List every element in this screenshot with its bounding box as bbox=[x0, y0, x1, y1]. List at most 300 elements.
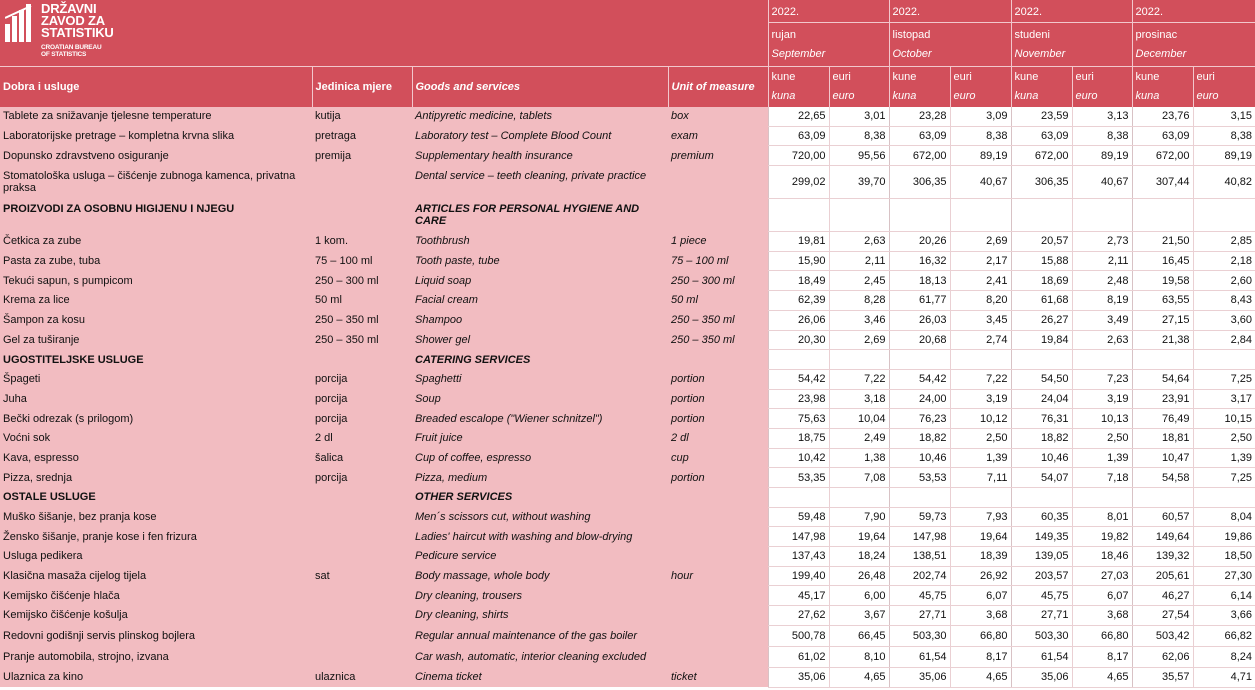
col-header-unit-hr: Jedinica mjere bbox=[312, 67, 412, 107]
unit-en: 2 dl bbox=[668, 428, 768, 448]
cur-kune: kune kuna bbox=[768, 67, 829, 107]
item-name-en: Cinema ticket bbox=[412, 667, 668, 687]
item-name-en: Supplementary health insurance bbox=[412, 146, 668, 166]
price-euri: 40,82 bbox=[1193, 166, 1255, 199]
price-kune bbox=[889, 199, 950, 232]
price-euri: 19,64 bbox=[950, 527, 1011, 547]
price-kune bbox=[1011, 350, 1072, 370]
item-name-hr: Krema za lice bbox=[0, 291, 312, 311]
unit-hr: 75 – 100 ml bbox=[312, 251, 412, 271]
unit-en bbox=[668, 199, 768, 232]
price-kune: 54,58 bbox=[1132, 468, 1193, 488]
price-euri: 7,22 bbox=[829, 369, 889, 389]
table-row bbox=[0, 468, 1255, 488]
logo-line4: CROATIAN BUREAU bbox=[41, 44, 102, 51]
price-euri: 7,11 bbox=[950, 468, 1011, 488]
price-euri: 66,82 bbox=[1193, 625, 1255, 646]
price-kune: 23,59 bbox=[1011, 107, 1072, 127]
price-kune: 23,98 bbox=[768, 389, 829, 409]
price-kune: 18,82 bbox=[889, 428, 950, 448]
price-kune: 21,50 bbox=[1132, 232, 1193, 252]
item-name-en: Pedicure service bbox=[412, 547, 668, 567]
item-name-en: Pizza, medium bbox=[412, 468, 668, 488]
cur-kune: kune kuna bbox=[1011, 67, 1072, 107]
price-kune: 54,64 bbox=[1132, 369, 1193, 389]
price-euri: 19,64 bbox=[829, 527, 889, 547]
cur-euri: euri euro bbox=[1193, 67, 1255, 107]
price-euri: 2,50 bbox=[1072, 428, 1132, 448]
item-name-en: Soup bbox=[412, 389, 668, 409]
price-euri: 1,39 bbox=[1193, 448, 1255, 468]
price-euri: 7,90 bbox=[829, 507, 889, 527]
price-kune: 18,82 bbox=[1011, 428, 1072, 448]
price-euri: 7,23 bbox=[1072, 369, 1132, 389]
unit-en: cup bbox=[668, 448, 768, 468]
item-name-en: Dry cleaning, trousers bbox=[412, 586, 668, 606]
price-kune: 63,55 bbox=[1132, 291, 1193, 311]
price-kune: 24,04 bbox=[1011, 389, 1072, 409]
item-name-en: Body massage, whole body bbox=[412, 566, 668, 586]
price-euri: 2,49 bbox=[829, 428, 889, 448]
price-kune: 60,57 bbox=[1132, 507, 1193, 527]
price-euri: 2,69 bbox=[950, 232, 1011, 252]
table-row bbox=[0, 271, 1255, 291]
price-euri: 3,68 bbox=[1072, 606, 1132, 626]
unit-en bbox=[668, 488, 768, 508]
price-kune: 139,05 bbox=[1011, 547, 1072, 567]
price-euri: 4,65 bbox=[950, 667, 1011, 687]
price-kune: 53,35 bbox=[768, 468, 829, 488]
price-kune: 63,09 bbox=[1011, 126, 1072, 146]
item-name-hr: Bečki odrezak (s prilogom) bbox=[0, 409, 312, 429]
dzs-logo bbox=[3, 0, 765, 66]
unit-hr: porcija bbox=[312, 389, 412, 409]
price-euri bbox=[950, 199, 1011, 232]
price-euri: 2,85 bbox=[1193, 232, 1255, 252]
price-euri: 2,63 bbox=[829, 232, 889, 252]
price-kune: 149,64 bbox=[1132, 527, 1193, 547]
price-euri: 3,15 bbox=[1193, 107, 1255, 127]
price-kune: 26,27 bbox=[1011, 310, 1072, 330]
table-row bbox=[0, 667, 1255, 687]
price-kune: 59,48 bbox=[768, 507, 829, 527]
price-euri: 6,07 bbox=[950, 586, 1011, 606]
logo-line5: OF STATISTICS bbox=[41, 51, 87, 58]
price-kune bbox=[768, 199, 829, 232]
unit-hr bbox=[312, 625, 412, 646]
price-kune: 18,13 bbox=[889, 271, 950, 291]
price-euri: 18,39 bbox=[950, 547, 1011, 567]
price-kune: 27,62 bbox=[768, 606, 829, 626]
table-row bbox=[0, 146, 1255, 166]
price-kune: 54,42 bbox=[889, 369, 950, 389]
section-title-hr: UGOSTITELJSKE USLUGE bbox=[0, 350, 312, 370]
price-euri: 8,10 bbox=[829, 646, 889, 667]
unit-en bbox=[668, 527, 768, 547]
item-name-en: Fruit juice bbox=[412, 428, 668, 448]
price-kune: 27,54 bbox=[1132, 606, 1193, 626]
price-euri bbox=[1193, 488, 1255, 508]
price-euri: 89,19 bbox=[950, 146, 1011, 166]
price-euri: 2,11 bbox=[829, 251, 889, 271]
price-kune: 10,46 bbox=[1011, 448, 1072, 468]
price-euri: 8,04 bbox=[1193, 507, 1255, 527]
price-kune: 10,42 bbox=[768, 448, 829, 468]
price-euri bbox=[950, 488, 1011, 508]
month-m1: listopad October bbox=[889, 22, 1011, 67]
table-row bbox=[0, 606, 1255, 626]
price-kune: 16,45 bbox=[1132, 251, 1193, 271]
price-euri: 10,04 bbox=[829, 409, 889, 429]
price-euri: 3,66 bbox=[1193, 606, 1255, 626]
unit-en: box bbox=[668, 107, 768, 127]
item-name-hr: Pasta za zube, tuba bbox=[0, 251, 312, 271]
price-euri: 3,67 bbox=[829, 606, 889, 626]
item-name-en: Toothbrush bbox=[412, 232, 668, 252]
unit-hr: sat bbox=[312, 566, 412, 586]
price-euri: 2,74 bbox=[950, 330, 1011, 350]
item-name-hr: Muško šišanje, bez pranja kose bbox=[0, 507, 312, 527]
price-kune: 62,06 bbox=[1132, 646, 1193, 667]
table-row bbox=[0, 232, 1255, 252]
item-name-hr: Tekući sapun, s pumpicom bbox=[0, 271, 312, 291]
unit-en: portion bbox=[668, 369, 768, 389]
unit-hr: kutija bbox=[312, 107, 412, 127]
price-kune: 147,98 bbox=[768, 527, 829, 547]
price-euri: 6,07 bbox=[1072, 586, 1132, 606]
price-kune: 60,35 bbox=[1011, 507, 1072, 527]
price-kune: 45,75 bbox=[1011, 586, 1072, 606]
price-kune bbox=[889, 488, 950, 508]
price-kune: 672,00 bbox=[1132, 146, 1193, 166]
price-kune: 149,35 bbox=[1011, 527, 1072, 547]
cur-kune: kune kuna bbox=[1132, 67, 1193, 107]
price-euri: 8,24 bbox=[1193, 646, 1255, 667]
price-euri: 2,45 bbox=[829, 271, 889, 291]
price-kune: 503,42 bbox=[1132, 625, 1193, 646]
price-kune: 35,06 bbox=[1011, 667, 1072, 687]
table-row bbox=[0, 330, 1255, 350]
price-kune bbox=[768, 350, 829, 370]
section-row bbox=[0, 199, 1255, 232]
item-name-en: Shower gel bbox=[412, 330, 668, 350]
col-header-goods-hr: Dobra i usluge bbox=[0, 67, 312, 107]
unit-en: 250 – 300 ml bbox=[668, 271, 768, 291]
price-euri: 2,84 bbox=[1193, 330, 1255, 350]
price-euri: 1,39 bbox=[1072, 448, 1132, 468]
section-title-hr: PROIZVODI ZA OSOBNU HIGIJENU I NJEGU bbox=[0, 199, 312, 232]
price-kune: 27,15 bbox=[1132, 310, 1193, 330]
price-kune: 720,00 bbox=[768, 146, 829, 166]
price-euri: 8,17 bbox=[1072, 646, 1132, 667]
price-kune bbox=[889, 350, 950, 370]
price-euri bbox=[1072, 350, 1132, 370]
price-euri: 40,67 bbox=[1072, 166, 1132, 199]
item-name-hr: Kemijsko čišćenje košulja bbox=[0, 606, 312, 626]
table-row bbox=[0, 566, 1255, 586]
table-row bbox=[0, 448, 1255, 468]
item-name-hr: Redovni godišnji servis plinskog bojlera bbox=[0, 625, 312, 646]
price-kune: 61,54 bbox=[1011, 646, 1072, 667]
item-name-en: Laboratory test – Complete Blood Count bbox=[412, 126, 668, 146]
table-row bbox=[0, 547, 1255, 567]
price-euri: 89,19 bbox=[1193, 146, 1255, 166]
price-kune: 16,32 bbox=[889, 251, 950, 271]
item-name-hr: Voćni sok bbox=[0, 428, 312, 448]
unit-en bbox=[668, 547, 768, 567]
unit-hr: pretraga bbox=[312, 126, 412, 146]
table-row bbox=[0, 107, 1255, 127]
item-name-en: Breaded escalope ("Wiener schnitzel") bbox=[412, 409, 668, 429]
price-kune: 672,00 bbox=[889, 146, 950, 166]
price-euri bbox=[950, 350, 1011, 370]
item-name-en: Car wash, automatic, interior cleaning excluded bbox=[412, 646, 668, 667]
price-kune: 147,98 bbox=[889, 527, 950, 547]
price-kune: 23,76 bbox=[1132, 107, 1193, 127]
price-euri: 3,68 bbox=[950, 606, 1011, 626]
table-row bbox=[0, 646, 1255, 667]
table-row bbox=[0, 389, 1255, 409]
unit-hr: šalica bbox=[312, 448, 412, 468]
cur-euri: euri euro bbox=[1072, 67, 1132, 107]
price-euri bbox=[1193, 350, 1255, 370]
price-euri: 1,38 bbox=[829, 448, 889, 468]
unit-hr: 2 dl bbox=[312, 428, 412, 448]
price-euri: 7,93 bbox=[950, 507, 1011, 527]
unit-hr bbox=[312, 350, 412, 370]
price-kune: 138,51 bbox=[889, 547, 950, 567]
price-kune: 54,50 bbox=[1011, 369, 1072, 389]
unit-en: 50 ml bbox=[668, 291, 768, 311]
price-euri: 3,13 bbox=[1072, 107, 1132, 127]
section-title-hr: OSTALE USLUGE bbox=[0, 488, 312, 508]
price-euri: 2,69 bbox=[829, 330, 889, 350]
price-kune: 27,71 bbox=[1011, 606, 1072, 626]
price-euri: 2,11 bbox=[1072, 251, 1132, 271]
unit-hr: porcija bbox=[312, 369, 412, 389]
item-name-hr: Klasična masaža cijelog tijela bbox=[0, 566, 312, 586]
price-euri: 3,45 bbox=[950, 310, 1011, 330]
price-kune: 26,06 bbox=[768, 310, 829, 330]
logo-cell bbox=[0, 0, 768, 67]
price-euri: 1,39 bbox=[950, 448, 1011, 468]
price-kune: 306,35 bbox=[1011, 166, 1072, 199]
price-kune: 21,38 bbox=[1132, 330, 1193, 350]
unit-hr bbox=[312, 199, 412, 232]
price-euri: 8,01 bbox=[1072, 507, 1132, 527]
item-name-hr: Ulaznica za kino bbox=[0, 667, 312, 687]
price-kune: 45,75 bbox=[889, 586, 950, 606]
price-kune: 20,26 bbox=[889, 232, 950, 252]
price-kune: 23,91 bbox=[1132, 389, 1193, 409]
unit-hr: 1 kom. bbox=[312, 232, 412, 252]
item-name-hr: Laboratorijske pretrage – kompletna krvna slika bbox=[0, 126, 312, 146]
item-name-en: Dental service – teeth cleaning, private practice bbox=[412, 166, 668, 199]
price-euri: 39,70 bbox=[829, 166, 889, 199]
price-euri: 3,49 bbox=[1072, 310, 1132, 330]
cur-euri: euri euro bbox=[950, 67, 1011, 107]
price-kune: 18,69 bbox=[1011, 271, 1072, 291]
item-name-hr: Juha bbox=[0, 389, 312, 409]
price-kune: 63,09 bbox=[768, 126, 829, 146]
year-m1: 2022. bbox=[889, 0, 1011, 22]
unit-hr: ulaznica bbox=[312, 667, 412, 687]
item-name-en: Liquid soap bbox=[412, 271, 668, 291]
unit-hr bbox=[312, 166, 412, 199]
item-name-hr: Kava, espresso bbox=[0, 448, 312, 468]
price-euri: 7,25 bbox=[1193, 369, 1255, 389]
logo-line3: STATISTIKU bbox=[41, 25, 114, 40]
table-row bbox=[0, 527, 1255, 547]
price-kune: 35,06 bbox=[768, 667, 829, 687]
item-name-en: Tooth paste, tube bbox=[412, 251, 668, 271]
price-euri bbox=[829, 199, 889, 232]
price-euri: 7,18 bbox=[1072, 468, 1132, 488]
unit-en: exam bbox=[668, 126, 768, 146]
month-m3: prosinac December bbox=[1132, 22, 1255, 67]
price-euri: 6,14 bbox=[1193, 586, 1255, 606]
table-row bbox=[0, 310, 1255, 330]
price-euri: 8,38 bbox=[829, 126, 889, 146]
price-euri: 4,65 bbox=[1072, 667, 1132, 687]
unit-en: 1 piece bbox=[668, 232, 768, 252]
price-kune: 10,47 bbox=[1132, 448, 1193, 468]
price-kune: 19,58 bbox=[1132, 271, 1193, 291]
item-name-hr: Usluga pedikera bbox=[0, 547, 312, 567]
price-kune: 59,73 bbox=[889, 507, 950, 527]
price-euri: 2,50 bbox=[1193, 428, 1255, 448]
price-euri: 19,82 bbox=[1072, 527, 1132, 547]
price-euri: 2,50 bbox=[950, 428, 1011, 448]
price-euri: 7,22 bbox=[950, 369, 1011, 389]
unit-en: portion bbox=[668, 468, 768, 488]
item-name-en: Facial cream bbox=[412, 291, 668, 311]
price-kune bbox=[1132, 199, 1193, 232]
cur-euri: euri euro bbox=[829, 67, 889, 107]
price-euri bbox=[1072, 199, 1132, 232]
price-kune: 15,88 bbox=[1011, 251, 1072, 271]
item-name-hr: Pizza, srednja bbox=[0, 468, 312, 488]
price-euri: 10,15 bbox=[1193, 409, 1255, 429]
price-euri: 26,48 bbox=[829, 566, 889, 586]
unit-hr: premija bbox=[312, 146, 412, 166]
unit-en bbox=[668, 646, 768, 667]
price-kune: 299,02 bbox=[768, 166, 829, 199]
price-kune: 63,09 bbox=[1132, 126, 1193, 146]
price-euri: 26,92 bbox=[950, 566, 1011, 586]
item-name-hr: Špageti bbox=[0, 369, 312, 389]
item-name-en: Shampoo bbox=[412, 310, 668, 330]
price-kune: 503,30 bbox=[1011, 625, 1072, 646]
price-kune: 45,17 bbox=[768, 586, 829, 606]
price-euri bbox=[829, 488, 889, 508]
year-m2: 2022. bbox=[1011, 0, 1132, 22]
item-name-en: Cup of coffee, espresso bbox=[412, 448, 668, 468]
table-row bbox=[0, 166, 1255, 199]
unit-hr bbox=[312, 488, 412, 508]
price-kune: 18,75 bbox=[768, 428, 829, 448]
price-euri: 89,19 bbox=[1072, 146, 1132, 166]
logo-line2: ZAVOD ZA bbox=[41, 13, 105, 28]
item-name-en: Antipyretic medicine, tablets bbox=[412, 107, 668, 127]
unit-en bbox=[668, 507, 768, 527]
item-name-hr: Stomatološka usluga – čišćenje zubnoga kamenca, privatna praksa bbox=[0, 166, 312, 199]
unit-hr: porcija bbox=[312, 468, 412, 488]
item-name-en: Regular annual maintenance of the gas boiler bbox=[412, 625, 668, 646]
price-euri: 8,20 bbox=[950, 291, 1011, 311]
table-row bbox=[0, 126, 1255, 146]
unit-en: 250 – 350 ml bbox=[668, 310, 768, 330]
price-kune: 61,68 bbox=[1011, 291, 1072, 311]
item-name-en: Dry cleaning, shirts bbox=[412, 606, 668, 626]
price-kune: 137,43 bbox=[768, 547, 829, 567]
item-name-hr: Kemijsko čišćenje hlača bbox=[0, 586, 312, 606]
table-row bbox=[0, 369, 1255, 389]
price-kune: 24,00 bbox=[889, 389, 950, 409]
year-m0: 2022. bbox=[768, 0, 889, 22]
price-euri: 4,71 bbox=[1193, 667, 1255, 687]
table-row bbox=[0, 625, 1255, 646]
unit-hr: 250 – 350 ml bbox=[312, 310, 412, 330]
price-euri: 27,03 bbox=[1072, 566, 1132, 586]
price-euri: 18,46 bbox=[1072, 547, 1132, 567]
year-m3: 2022. bbox=[1132, 0, 1255, 22]
table-row bbox=[0, 507, 1255, 527]
price-kune: 15,90 bbox=[768, 251, 829, 271]
unit-en bbox=[668, 350, 768, 370]
price-kune: 205,61 bbox=[1132, 566, 1193, 586]
table-row bbox=[0, 409, 1255, 429]
price-euri: 18,50 bbox=[1193, 547, 1255, 567]
price-kune: 18,81 bbox=[1132, 428, 1193, 448]
section-row bbox=[0, 350, 1255, 370]
price-euri: 3,60 bbox=[1193, 310, 1255, 330]
price-euri: 8,19 bbox=[1072, 291, 1132, 311]
unit-en: 75 – 100 ml bbox=[668, 251, 768, 271]
price-euri: 4,65 bbox=[829, 667, 889, 687]
price-kune: 500,78 bbox=[768, 625, 829, 646]
col-header-unit-en: Unit of measure bbox=[668, 67, 768, 107]
unit-hr: porcija bbox=[312, 409, 412, 429]
price-kune: 75,63 bbox=[768, 409, 829, 429]
unit-hr bbox=[312, 547, 412, 567]
item-name-hr: Četkica za zube bbox=[0, 232, 312, 252]
price-euri: 3,46 bbox=[829, 310, 889, 330]
unit-en bbox=[668, 166, 768, 199]
section-title-en: CATERING SERVICES bbox=[412, 350, 668, 370]
unit-hr bbox=[312, 507, 412, 527]
table-row bbox=[0, 428, 1255, 448]
price-euri: 3,19 bbox=[950, 389, 1011, 409]
unit-hr bbox=[312, 586, 412, 606]
item-name-en: Ladies' haircut with washing and blow-drying bbox=[412, 527, 668, 547]
price-kune: 53,53 bbox=[889, 468, 950, 488]
price-euri: 8,38 bbox=[1072, 126, 1132, 146]
price-euri: 66,80 bbox=[950, 625, 1011, 646]
unit-en bbox=[668, 586, 768, 606]
price-kune: 26,03 bbox=[889, 310, 950, 330]
cur-kune: kune kuna bbox=[889, 67, 950, 107]
price-euri: 2,73 bbox=[1072, 232, 1132, 252]
price-kune: 307,44 bbox=[1132, 166, 1193, 199]
table-row bbox=[0, 291, 1255, 311]
price-euri bbox=[1072, 488, 1132, 508]
price-euri: 19,86 bbox=[1193, 527, 1255, 547]
unit-en: portion bbox=[668, 389, 768, 409]
price-kune: 62,39 bbox=[768, 291, 829, 311]
price-kune: 503,30 bbox=[889, 625, 950, 646]
price-kune: 203,57 bbox=[1011, 566, 1072, 586]
